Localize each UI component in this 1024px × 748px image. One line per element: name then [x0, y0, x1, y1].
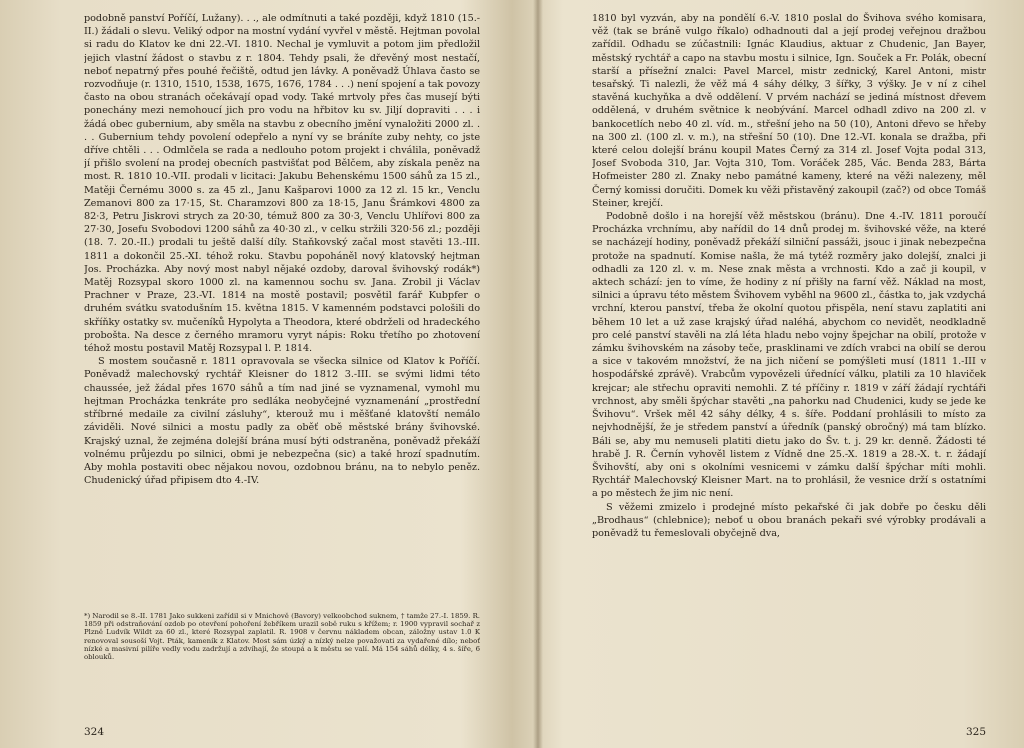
paragraph: S věžemi zmizelo i prodejné místo pekařské či jak dobře po česku děli „Brodhaus“ (chlebnice); neboť u obou branách pekaři své výrobky prodávali a poněvadž tu řemeslovali obyčejně dva,	[592, 501, 986, 539]
page-number: 324	[84, 726, 105, 738]
right-page-body	[592, 12, 986, 540]
paragraph: podobně panství Poříčí, Lužany). . ., ale odmítnuti a také později, když 1810 (15.-II.) žádali o slevu. Veliký odpor na mostní vydání vyvřel v městě. Hejtman povolal si radu do Klatov ke dni 22.-VI. 1810. Nechal je vymluvit a potom jim předložil jejich vlastní žádost o stavbu z r. 1804. Tehdy psali, že dřevěný most nestačí, neboť nepatrný přes pouhé řečiště, odtud jen lávky. A poněvadž Úhlava často se rozvodňuje (r. 1310, 1510, 1538, 1675, 1676, 1784 . . .) není spojení a tak povozy často na obou stranách očekávají opad vody. Také mrtvoly přes čas musejí býti ponechány mezi nemohoucí jich pro vodu na hřbitov ku sv. Jiljí dopraviti . . . i žádá obec gubernium, aby směla na stavbu z obecního jmění vynaložiti 2000 zl. . . . Gubernium tehdy povolení odepřelo a nyní vy se bráníte zuby nehty, co jste dříve chtěli . . . Odmlčela se rada a nedlouho potom projekt i chválila, poněvadž jí přišlo svolení na prodej obecních pastvišťat pod Bělčem, aby získala peněz na most. R. 1810 10.-VII. prodali v licitaci: Jakubu Behenskému 1500 sáhů za 15 zl., Matěji Černému 3000 s. za 45 zl., Janu Kašparovi 1000 za 12 zl. 15 kr., Venclu Zemanovi 800 za 17·15, St. Charamzovi 800 za 18·15, Janu Šrámkovi 4800 za 82·3, Petru Jiskrovi strych za 20·30, témuž 800 za 30·3, Venclu Uhlířovi 800 za 27·30, Josefu Svobodovi 1200 sáhů za 40·30 zl., v celku stržili 320·56 zl.; později (18. 7. 20.-II.) prodali tu ještě další díly. Staňkovský začal most stavěti 13.-III. 1811 a dokončil 25.-XI. téhož roku. Stavbu popoháněl nový klatovský hejtman Jos. Procházka. Aby nový most nabyl nějaké ozdoby, daroval švihovský rodák*) Matěj Rozsypal skoro 1000 zl. na kamennou sochu sv. Jana. Zrobil ji Václav Prachner v Praze, 23.-VI. 1814 na mostě postavil; posvětil farář Kubpfer o druhém svátku svatodušním 15. května 1815. V kamenném podstavci pološili do skříňky ostatky sv. mučeníků Hypolyta a Theodora, které obdrželi od hradeckého proboštа. Na desce z černého mramoru vyryt nápis: Roku třetího po zhotovení téhož mostu postavil Matěj Rozsypal l. P. 1814.	[84, 13, 480, 355]
paragraph: Podobně došlo i na horejší věž městskou (bránu). Dne 4.-IV. 1811 poroučí Procházka vrchnímu, aby nařídil do 14 dnů prodej m. švihovské věže, na které se nacházejí hodiny, poněvadž překáží silniční passáži, jsouc i jinak nebezpečna protože na spadnutí. Komise našla, že má tytéž rozměry jako dolejší, znalci ji odhadli za 120 zl. v. m. Nese znak města a vrchnosti. Kdo a zač ji koupil, v aktech schází: jen to víme, že hodiny z ní přišly na farní věž. Náklad na most, silnici a úpravu této městem Švihovem vyběhl na 9600 zl., částka to, jak vzdychá vrchní, kterou panství, třeba že okolní quotou přispěla, není stavu zaplatiti ani během 10 let a už zase krajský úřad naléhá, abychom co nevidět, neodkladně pro celé panství stavěli na zlá léta hladu nebo vojny špejchar na obilí, protože v zámku švihovském na zásoby teče, prasklinami ve zdích vrabci na obilí se derou a sice v takovém množství, že na jich ničení se pomýšleti musí (1811 1.-III v hospodářské zprávě). Vrabcům vypovězeli úřednící válku, platili za 10 hlaviček krejcar; ale střechu opraviti nemohli. Z té příčiny r. 1819 v září žádají rychtáři vrchnost, aby směli špýchar stavěti „na pahorku nad Chudenici, kudy se jede ke Švihovu“. Vršek měl 42 sáhy délky, 4 s. šíře. Poddaní prohlásili to místo za nejvhodnější, že je středem panství a úředník (panský obročný) má tam blízko. Báli se, aby mu nemuseli platiti dietu jako do Šv. t. j. 29 kr. denně. Žádosti té hrabě J. R. Černín vyhověl listem z Vídně dne 25.-X. 1819 a 28.-X. t. r. žádají Švihovští, aby oni s okolními vesnicemi v zámku další špýchar míti mohli. Rychtář Malechovský Kleisner Mart. na to prohlásil, že vesnice drží s ostatními a po městech že jim nic není.	[592, 211, 986, 500]
paragraph: S mostem současně r. 1811 opravovala se všecka silnice od Klatov k Poříčí. Poněvadž malechovský rychtář Kleisner do 1812 3.-III. se svými lidmi této chaussée, jež žádal přes 1670 sáhů a tím nad jiné se vyznamenal, vymohl mu hejtman Procházka tenkráte pro sedláka neobyčejné vyznamenání „prostřední stříbrné medaile za civilní zásluhy“, kterouž mu i měšťané klatovští nemálo záviděli. Nové silnici a mostu padly za oběť obě městské brány švihovské. Krajský uznal, že zejména dolejší brána musí býti odstraněna, poněvadž překáží volnému průjezdu po silnici, obmi je nebezpečna (sic) a také hrozí spadnutím. Aby mohla postaviti obec nějakou novou, ozdobnou bránu, na to nebylo peněz. Chudenický úřad připisem dto 4.-IV.	[84, 356, 480, 487]
book-gutter	[533, 0, 543, 748]
page-number: 325	[965, 726, 986, 738]
right-page	[592, 12, 986, 742]
paragraph: 1810 byl vyzván, aby na pondělí 6.-V. 1810 poslal do Švihova svého komisara, věž (tak se bráně vulgo říkalo) odhadnouti dal a její prodej veřejnou dražbou zařídil. Odhadu se zúčastnili: Ignác Klaudius, aktuar z Chudenic, Jan Bayer, městský rychtář a capo na stavbu mostu i silnice, Ign. Souček a Fr. Polák, obecní starší a přísežní znalci: Pavel Marcel, mistr zednický, Karel Antoni, mistr tesařský. Ti nalezli, že věž má 4 sáhy délky, 3 šířky, 3 výšky. Je v ní z cihel stavěná kuchyňka a dvě oddělení. V prvém nachází se jediná místnost dřevem oddělená, v druhém světnice k neobývání. Marcel odhadl zdivo na 200 zl. v bankocetlích nebo 40 zl. víd. m., střešní jeho na 50 (10), Antoni dřevo se hřeby na 300 zl. (100 zl. v. m.), na střešní 50 (10). Dne 12.-VI. konala se dražba, při které celou dolejší bránu koupil Mates Černý za 314 zl. Josef Vojta podal 313, Josef Svoboda 310, Jar. Vojta 310, Tom. Voráček 285, Vác. Benda 283, Bárta Hofmeister 280 zl. Znaky nebo památné kameny, které na věži nalezeny, měl Černý komissi doručiti. Domek ku věži přistavěný zakoupil (zač?) od obce Tomáš Steiner, krejčí.	[592, 13, 986, 209]
footnote: *) Narodil se 8.-II. 1781 Jako sukkeni zařídil si v Mnichově (Bavory) velkoobchod suknem, † tamže 27.-I. 1859. R. 1859 při odstraňování ozdob po otevření pohoření žebříkem urazil sobě ruku s křížem; r. 1900 vypravil sochař z Plzně Ludvík Wildt za 60 zl., které Rozsypal zaplatil. R. 1908 v červnu nákladem obcan, záložny ustav 1.0 K renovoval sousoší Vojt. Pták, kameník z Klatov. Most sám úzký a nízký nelze považovati za vydařené dílo; neboť nízké a masivní pilíře vedly vodu zadržují a zdvíhají, že stoupá a k městu se valí. Má 154 sáhů délky, 4 s. šíře, 6 oblouků.	[84, 612, 480, 662]
left-page-body	[84, 12, 480, 487]
left-page	[84, 12, 480, 742]
